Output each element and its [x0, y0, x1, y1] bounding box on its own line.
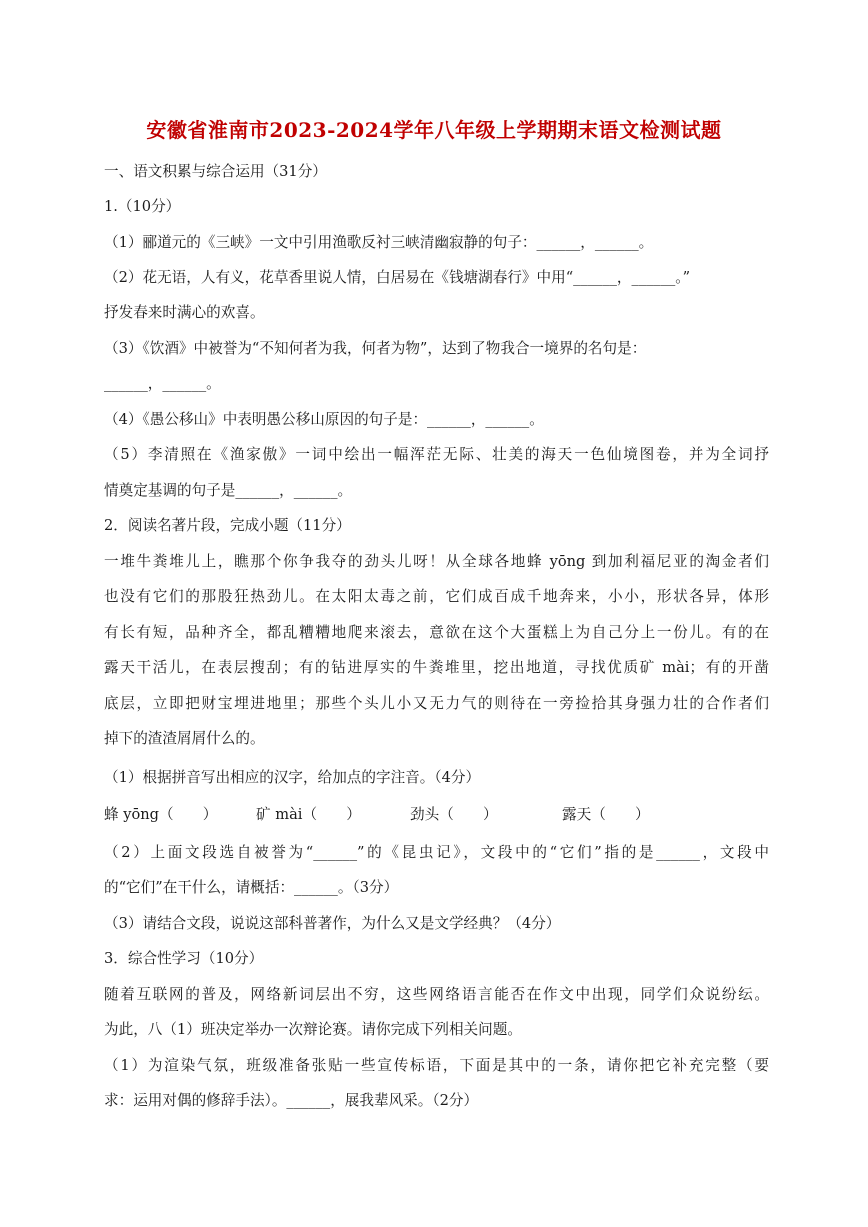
- question-2-item-2-line-1: （2）上面文段选自被誉为“______”的《昆虫记》，文段中的“它们”指的是______，文段中: [104, 844, 769, 861]
- question-2-item-1: （1）根据拼音写出相应的汉字，给加点的字注音。（4分）: [104, 769, 481, 786]
- question-3-intro-line-2: 为此，八（1）班决定举办一次辩论赛。请你完成下列相关问题。: [104, 1021, 522, 1038]
- question-1-item-1: （1）郦道元的《三峡》一文中引用渔歌反衬三峡清幽寂静的句子：______，______。: [104, 234, 654, 251]
- question-1-item-5-line-1: （5）李清照在《渔家傲》一词中绘出一幅浑茫无际、壮美的海天一色仙境图卷，并为全词抒: [104, 446, 769, 463]
- question-1-item-3-line-2: ______，______。: [104, 375, 221, 392]
- question-3-header: 3．综合性学习（10分）: [104, 950, 264, 967]
- question-2-item-3: （3）请结合文段，说说这部科普著作，为什么又是文学经典？（4分）: [104, 915, 561, 932]
- question-3-item-1-line-1: （1）为渲染气氛，班级准备张贴一些宣传标语，下面是其中的一条，请你把它补充完整（要: [104, 1057, 769, 1074]
- section-heading: 一、语文积累与综合运用（31分）: [104, 163, 327, 180]
- document-title: 安徽省淮南市2023-2024学年八年级上学期期末语文检测试题: [146, 118, 722, 142]
- question-2-item-2-line-2: 的“它们”在干什么，请概括：______。（3分）: [104, 879, 399, 896]
- passage-line: 露天干活儿，在表层搜刮；有的钻进厚实的牛粪堆里，挖出地道，寻找优质矿 mài；有的开凿: [104, 659, 769, 676]
- pinyin-item: 蜂 yōng（ ）: [104, 806, 218, 823]
- pinyin-item: 矿 mài（ ）: [256, 806, 361, 823]
- pinyin-item: 劲头（ ）: [410, 806, 498, 823]
- question-1-header: 1.（10分）: [104, 198, 181, 215]
- passage-line: 底层，立即把财宝埋进地里；那些个头儿小又无力气的则待在一旁捡拾其身强力壮的合作者们: [104, 695, 769, 712]
- passage-line: 有长有短，品种齐全，都乱糟糟地爬来滚去，意欲在这个大蛋糕上为自己分上一份儿。有的在: [104, 624, 769, 641]
- question-3-intro-line-1: 随着互联网的普及，网络新词层出不穷，这些网络语言能否在作文中出现，同学们众说纷纭。: [104, 986, 769, 1003]
- question-1-item-4: （4）《愚公移山》中表明愚公移山原因的句子是：______，______。: [104, 411, 544, 428]
- passage-line: 也没有它们的那股狂热劲儿。在太阳太毒之前，它们成百成千地奔来，小小，形状各异，体形: [104, 588, 769, 605]
- passage-line: 掉下的渣渣屑屑什么的。: [104, 730, 265, 747]
- question-1-item-2-line-2: 抒发春来时满心的欢喜。: [104, 304, 265, 321]
- question-1-item-3-line-1: （3）《饮酒》中被誉为“不知何者为我，何者为物”，达到了物我合一境界的名句是：: [104, 340, 647, 357]
- question-2-header: 2．阅读名著片段，完成小题（11分）: [104, 517, 351, 534]
- pinyin-answer-row: [104, 805, 724, 825]
- question-1-item-2-line-1: （2）花无语，人有义，花草香里说人情，白居易在《钱塘湖春行》中用“______，______。”: [104, 269, 691, 286]
- pinyin-item: 露天（ ）: [562, 806, 650, 823]
- question-3-item-1-line-2: 求：运用对偶的修辞手法）。______，展我辈风采。（2分）: [104, 1092, 479, 1109]
- passage-line: 一堆牛粪堆儿上，瞧那个你争我夺的劲头儿呀！从全球各地蜂 yōng 到加利福尼亚的淘金者们: [104, 553, 769, 570]
- question-1-item-5-line-2: 情奠定基调的句子是______，______。: [104, 482, 353, 499]
